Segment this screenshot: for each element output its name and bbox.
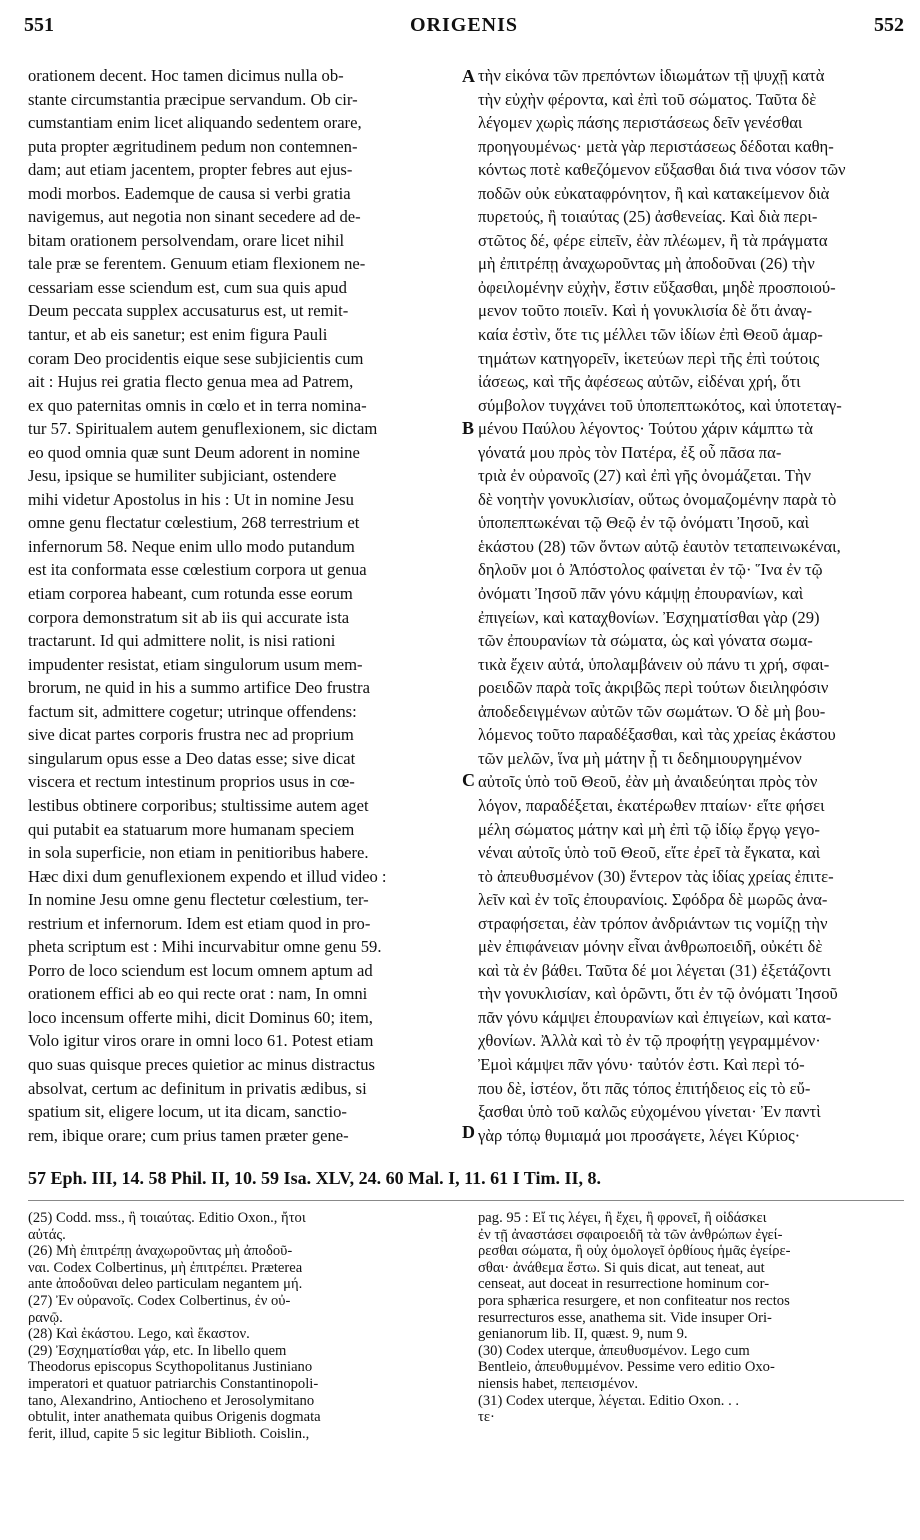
footnote-line: tano, Alexandrino, Antiocheno et Jerosolymitano bbox=[28, 1392, 315, 1409]
latin-text-line: factum sit, admittere cogetur; utrinque offendens: bbox=[28, 701, 357, 721]
greek-text-line: τὸ ἀπευθυσμένον (30) ἔντερον τὰς ἰδίας χρείας ἐπιτε- bbox=[478, 866, 834, 886]
footnote-line: (28) Καὶ ἑκάστου. Lego, καὶ ἕκαστον. bbox=[28, 1326, 250, 1343]
greek-text-line: ὀφειλομένην εὐχὴν, ἔστιν εὔξασθαι, μηδὲ προσποιού- bbox=[478, 277, 836, 297]
greek-text-line: ἐπιγείων, καὶ καταχθονίων. Ἐσχηματίσθαι γὰρ (29) bbox=[478, 607, 820, 627]
greek-text-line: δὲ νοητὴν γονυκλισίαν, οὕτως ὀνομαζομένην παρὰ τὸ bbox=[478, 489, 837, 509]
latin-text-line: orationem decent. Hoc tamen dicimus nulla ob- bbox=[28, 66, 344, 85]
latin-text-line: tractarunt. Id qui admittere nolit, is nisi rationi bbox=[28, 631, 336, 651]
greek-text-line: πυρετούς, ἢ τοιαύτας (25) ἀσθενείας. Καὶ διὰ περι- bbox=[478, 207, 818, 227]
running-header bbox=[24, 14, 904, 44]
footnote-line: pag. 95 : Εἴ τις λέγει, ἢ ἔχει, ἢ φρονεῖ, ἢ οἰδάσκει bbox=[478, 1210, 767, 1226]
latin-text-line: stante circumstantia præcipue servandum. Ob cir- bbox=[28, 89, 358, 109]
footnote-line: ferit, illud, capite 5 sic legitur Biblioth. Coislin., bbox=[28, 1425, 310, 1442]
latin-text-line: mihi videtur Apostolus in his : Ut in nomine Jesu bbox=[28, 489, 354, 509]
greek-text-line: ὑποπεπτωκέναι τῷ Θεῷ ἐν τῷ ὀνόματι Ἰησοῦ, καὶ bbox=[478, 513, 810, 533]
footnote-line: αὐτάς. bbox=[28, 1226, 66, 1243]
footnote-line: (26) Μὴ ἐπιτρέπῃ ἀναχωροῦντας μὴ ἀποδοῦ- bbox=[28, 1243, 293, 1260]
footnote-line: (29) Ἐσχηματίσθαι γάρ, etc. In libello quem bbox=[28, 1342, 287, 1359]
latin-text-line: Hæc dixi dum genuflexionem expendo et illud video : bbox=[28, 866, 387, 886]
latin-text-line: cumstantiam enim licet aliquando sedentem orare, bbox=[28, 113, 362, 133]
latin-text-line: In nomine Jesu omne genu flectetur cœlestium, ter- bbox=[28, 890, 369, 910]
latin-text-line: bitam orationem persolvendam, orare licet nihil bbox=[28, 230, 345, 250]
latin-text-line: tantur, et ab eis sanetur; est enim figura Pauli bbox=[28, 325, 328, 345]
greek-text-line: πᾶν γόνυ κάμψει ἐπουρανίων καὶ ἐπιγείων, καὶ κατα- bbox=[478, 1007, 832, 1027]
footnote-line: obtulit, inter anathemata quibus Origenis dogmata bbox=[28, 1409, 321, 1426]
latin-text-line: modi morbos. Eademque de causa si verbi gratia bbox=[28, 183, 351, 203]
footnote-line: ante ἀποδοῦναι deleo particulam negantem μή. bbox=[28, 1276, 303, 1293]
greek-text-line: τὴν εὐχὴν φέροντα, καὶ ἐπὶ τοῦ σώματος. Ταῦτα δὲ bbox=[478, 89, 817, 109]
greek-text-line: γὰρ τόπῳ θυμιαμά μοι προσάγετε, λέγει Κύριος· bbox=[478, 1125, 801, 1145]
footnote-line: (27) Ἐν οὐρανοῖς. Codex Colbertinus, ἐν οὐ- bbox=[28, 1292, 291, 1309]
margin-letter-c: C bbox=[462, 770, 475, 790]
latin-text-line: Deum peccata supplex accusaturus est, ut remit- bbox=[28, 301, 349, 321]
latin-text-line: infernorum 58. Neque enim ullo modo putandum bbox=[28, 536, 355, 556]
latin-text-line: restrium et infernorum. Idem est etiam quod in pro- bbox=[28, 913, 371, 933]
footnote-line: Bentleio, ἀπευθυμμένον. Pessime vero editio Oxo- bbox=[478, 1359, 775, 1376]
latin-text-line: tur 57. Spiritualem autem genuflexionem, sic dictam bbox=[28, 419, 378, 439]
latin-column bbox=[28, 64, 462, 1147]
footnote-line: (25) Codd. mss., ἢ τοιαύτας. Editio Oxon., ἤτοι bbox=[28, 1210, 306, 1226]
greek-text-line: δηλοῦν μοι ὁ Ἀπόστολος φαίνεται ἐν τῷ· Ἵνα ἐν τῷ bbox=[478, 560, 823, 580]
greek-text-line: τὴν εἰκόνα τῶν πρεπόντων ἰδιωμάτων τῇ ψυχῇ κατὰ bbox=[478, 66, 825, 85]
latin-text-line: coram Deo procidentis eique sese subjicientis cum bbox=[28, 348, 364, 368]
latin-text-line: omne genu flectatur cœlestium, 268 terrestrium et bbox=[28, 513, 360, 533]
footnote-line: Theodorus episcopus Scythopolitanus Justiniano bbox=[28, 1359, 313, 1376]
footnotes-right bbox=[478, 1210, 908, 1426]
scripture-references: 57 Eph. III, 14. 58 Phil. II, 10. 59 Isa. XLV, 24. 60 Mal. I, 11. 61 I Tim. II, 8. bbox=[28, 1168, 601, 1188]
greek-text-line: μέλη σώματος μάτην καὶ μὴ ἐπὶ τῷ ἰδίῳ ἔργῳ γεγο- bbox=[478, 819, 820, 839]
greek-text-line: τῶν μελῶν, ἵνα μὴ μάτην ᾖ τι δεδημιουργημένον bbox=[478, 748, 802, 768]
greek-text-line: λόμενος τοῦτο παραδέξασθαι, καὶ τὰς χρείας ἑκάστου bbox=[478, 725, 836, 745]
latin-text-line: dam; aut etiam jacentem, propter febres aut ejus- bbox=[28, 160, 353, 180]
page-number-left: 551 bbox=[24, 14, 54, 36]
greek-text-line: μενον τοῦτο ποιεῖν. Καὶ ἡ γονυκλισία δὲ ὅτι ἀναγ- bbox=[478, 301, 813, 321]
footnote-line: censeat, aut doceat in resurrectione hominum cor- bbox=[478, 1276, 770, 1293]
footnote-line: ρανῷ. bbox=[28, 1309, 63, 1326]
footnote-line: resurrecturos esse, anathema sit. Vide insuper Ori- bbox=[478, 1309, 772, 1326]
greek-text-line: καία ἐστὶν, ὅτε τις μέλλει τῶν ἰδίων ἐπὶ Θεοῦ ἁμαρ- bbox=[478, 325, 823, 345]
greek-text-line: Ἐμοὶ κάμψει πᾶν γόνυ· ταὐτόν ἐστι. Καὶ περὶ τό- bbox=[478, 1054, 805, 1074]
greek-text-line: που δὲ, ἰστέον, ὅτι πᾶς τόπος ἐπιτήδειος εἰς τὸ εὔ- bbox=[478, 1078, 811, 1098]
latin-text-line: Volo igitur viros orare in omni loco 61. Potest etiam bbox=[28, 1031, 374, 1051]
latin-text-line: Jesu, ipsique se humiliter subjiciant, ostendere bbox=[28, 466, 337, 486]
greek-text-line: γόνατά μου πρὸς τὸν Πατέρα, ἐξ οὗ πᾶσα πα- bbox=[478, 442, 782, 462]
greek-text-line: στῶτος δέ, φέρε εἰπεῖν, ἐὰν πλέωμεν, ἢ τὰ πράγματα bbox=[478, 230, 828, 250]
greek-text-line: τικὰ ἔχειν αὐτά, ὑπολαμβάνειν οὐ πάνυ τι χρή, σφαι- bbox=[478, 654, 830, 674]
latin-text-line: sive dicat partes corporis frustra nec ad proprium bbox=[28, 725, 354, 745]
greek-text-line: κόντως ποτὲ καθεζόμενον εὔξασθαι διά τινα νόσον τῶν bbox=[478, 160, 846, 180]
greek-text-line: μὲν ἐπιφάνειαν μόνην εἶναι ἀνθρωποειδῆ, οὐκέτι δὲ bbox=[478, 937, 823, 957]
margin-letter-a: A bbox=[462, 66, 475, 86]
footnote-line: ἐν τῇ ἀναστάσει σφαιροειδῆ τὰ τῶν ἀνθρώπων ἐγεί- bbox=[478, 1226, 783, 1243]
latin-text-line: navigemus, aut negotia non sinant secedere ad de- bbox=[28, 207, 361, 227]
footnote-line: imperatori et quatuor patriarchis Constantinopoli- bbox=[28, 1375, 319, 1392]
greek-text-line: τριὰ ἐν οὐρανοῖς (27) καὶ ἐπὶ γῆς ὀνομάζεται. Τὴν bbox=[478, 466, 812, 486]
footnote-line: ναι. Codex Colbertinus, μὴ ἐπιτρέπει. Præterea bbox=[28, 1259, 303, 1276]
running-title: ORIGENIS bbox=[409, 14, 519, 36]
footnote-line: τε· bbox=[478, 1409, 495, 1426]
latin-text-line: est ita conformata esse cœlestium corpora ut genua bbox=[28, 560, 367, 580]
margin-letter-b: B bbox=[462, 418, 475, 438]
latin-text-line: qui putabit ea statuarum more humanam speciem bbox=[28, 819, 355, 839]
latin-text-line: orationem effici ab eo qui recte orat : nam, In omni bbox=[28, 984, 368, 1004]
latin-text-line: ex quo paternitas omnis in cœlo et in terra nomina- bbox=[28, 395, 367, 415]
margin-letter-d: D bbox=[462, 1122, 475, 1142]
latin-text-line: puta propter ægritudinem pedum non contemnen- bbox=[28, 136, 358, 156]
latin-text-line: in sola superficie, non etiam in penitioribus habere. bbox=[28, 843, 369, 863]
footnote-line: ρεσθαι σώματα, ἢ οὐχ ὁμολογεῖ ὀρθίους ἡμᾶς ἐγείρε- bbox=[478, 1243, 791, 1260]
greek-text-line: προηγουμένως· μετὰ γὰρ περιστάσεως δέδοται καθη- bbox=[478, 136, 834, 156]
greek-text-line: ροειδῶν παρὰ τοῖς ἀκριβῶς περὶ τούτων διειληφόσιν bbox=[478, 678, 829, 698]
greek-text-line: τημάτων κατηγορεῖν, ἱκετεύων περὶ τῆς ἐπὶ τούτοις bbox=[478, 348, 820, 368]
latin-text-line: lestibus obtinere corporibus; stultissime autem aget bbox=[28, 795, 369, 815]
greek-text-line: λέγομεν χωρὶς πάσης περιστάσεως δεῖν γενέσθαι bbox=[478, 113, 803, 133]
greek-text-line: ποδῶν οὐκ εὐκαταφρόνητον, ἢ καὶ κατακείμενον διὰ bbox=[478, 183, 830, 203]
greek-column bbox=[478, 64, 908, 1147]
latin-text-line: ait : Hujus rei gratia flecto genua mea ad Patrem, bbox=[28, 372, 354, 392]
greek-text-line: ἀποδεδειγμένων αὐτῶν τῶν σωμάτων. Ὁ δὲ μὴ βου- bbox=[478, 701, 826, 721]
latin-text-line: absolvat, certum ac definitum in privatis ædibus, si bbox=[28, 1078, 367, 1098]
footnote-line: σθαι· ἀνάθεμα ἔστω. Si quis dicat, aut teneat, aut bbox=[478, 1259, 765, 1276]
latin-text-line: loco incensum offerte mihi, dicit Dominus 60; item, bbox=[28, 1007, 373, 1027]
greek-text-line: λεῖν καὶ ἐν τοῖς ἐπουρανίοις. Σφόδρα δὲ μωρῶς ἀνα- bbox=[478, 890, 828, 910]
latin-text-line: rem, ibique orare; cum prius tamen præter gene- bbox=[28, 1125, 349, 1145]
greek-text-line: αὐτοῖς ὑπὸ τοῦ Θεοῦ, ἐὰν μὴ ἀναιδεύηται πρὸς τὸν bbox=[478, 772, 818, 792]
footnote-line: (31) Codex uterque, λέγεται. Editio Oxon. . . bbox=[478, 1392, 740, 1409]
latin-text-line: spatium sit, eligere locum, ut ita dicam, sanctio- bbox=[28, 1102, 347, 1122]
latin-text-line: pheta scriptum est : Mihi incurvabitur omne genu 59. bbox=[28, 937, 382, 957]
latin-text-line: Porro de loco sciendum est locum omnem aptum ad bbox=[28, 960, 373, 980]
footnote-line: pora sphærica resurgere, et non confiteatur nos rectos bbox=[478, 1292, 790, 1309]
footnote-line: (30) Codex uterque, ἀπευθυσμένον. Lego cum bbox=[478, 1342, 750, 1359]
greek-text-line: μὴ ἐπιτρέπῃ ἀναχωροῦντας μὴ ἀποδοῦναι (26) τὴν bbox=[478, 254, 815, 274]
latin-text-line: cessariam esse sciendum est, cum sua quis apud bbox=[28, 277, 347, 297]
greek-text-line: στραφήσεται, ἐὰν τρόπον ἀνδριάντων τις νομίζῃ τὴν bbox=[478, 913, 828, 933]
greek-text-line: τὴν γονυκλισίαν, καὶ ὁρῶντι, ὅτι ἐν τῷ ὀνόματι Ἰησοῦ bbox=[478, 984, 838, 1004]
greek-text-line: καὶ τὰ ἐν βάθει. Ταῦτα δέ μοι λέγεται (31) ἐξετάζοντι bbox=[478, 960, 832, 980]
greek-text-line: τῶν ἐπουρανίων τὰ σώματα, ὡς καὶ γόνατα σωμα- bbox=[478, 631, 813, 651]
greek-text-line: ἰάσεως, καὶ τῆς ἀφέσεως αὐτῶν, εἰδέναι χρή, ὅτι bbox=[478, 372, 801, 392]
latin-text-line: tale præ se ferentem. Genuum etiam flexionem ne- bbox=[28, 254, 366, 274]
latin-text-line: brorum, ne quid in his a summo artifice Deo frustra bbox=[28, 678, 370, 698]
footnote-line: niensis habet, πεπεισμένον. bbox=[478, 1375, 638, 1392]
greek-text-line: νέναι αὐτοῖς ὑπὸ τοῦ Θεοῦ, εἴτε ἐρεῖ τὰ ἔγκατα, καὶ bbox=[478, 843, 821, 863]
greek-text-line: λόγον, παραδέξεται, ἑκατέρωθεν πταίων· εἴτε φήσει bbox=[478, 795, 825, 815]
latin-text-line: corpora demonstratum sit ab iis qui accurate ista bbox=[28, 607, 350, 627]
page-number-right: 552 bbox=[874, 14, 904, 36]
latin-text-line: quo suas quisque preces quietior ac minus distractus bbox=[28, 1054, 376, 1074]
latin-text-line: impudenter resistat, etiam singulorum usum mem- bbox=[28, 654, 363, 674]
greek-text-line: χθονίων. Ἀλλὰ καὶ τὸ ἐν τῷ προφήτῃ γεγραμμένον· bbox=[478, 1031, 821, 1051]
footnote-divider bbox=[28, 1200, 904, 1201]
footnote-line: genianorum lib. II, quæst. 9, num 9. bbox=[478, 1326, 688, 1343]
greek-text-line: ἑκάστου (28) τῶν ὄντων αὐτῷ ἑαυτὸν τεταπεινωκέναι, bbox=[478, 536, 841, 556]
latin-text-line: singularum opus esse a Deo datas esse; sive dicat bbox=[28, 748, 356, 768]
greek-text-line: μένου Παύλου λέγοντος· Τούτου χάριν κάμπτω τὰ bbox=[478, 419, 813, 439]
latin-text-line: etiam corporea habeant, cum rotunda esse eorum bbox=[28, 584, 353, 604]
greek-text-line: ὀνόματι Ἰησοῦ πᾶν γόνυ κάμψῃ ἐπουρανίων, καὶ bbox=[478, 584, 804, 604]
greek-text-line: σύμβολον τυγχάνει τοῦ ὑποπεπτωκότος, καὶ ὑποτεταγ- bbox=[478, 395, 842, 415]
latin-text-line: eo quod omnia quæ sunt Deum adorent in nomine bbox=[28, 442, 360, 462]
greek-text-line: ξασθαι ὑπὸ τοῦ καλῶς εὐχομένου γίνεται· Ἐν παντὶ bbox=[478, 1102, 821, 1122]
footnotes-left bbox=[28, 1210, 456, 1442]
latin-text-line: viscera et rectum intestinum proprios usus in cœ- bbox=[28, 772, 355, 792]
